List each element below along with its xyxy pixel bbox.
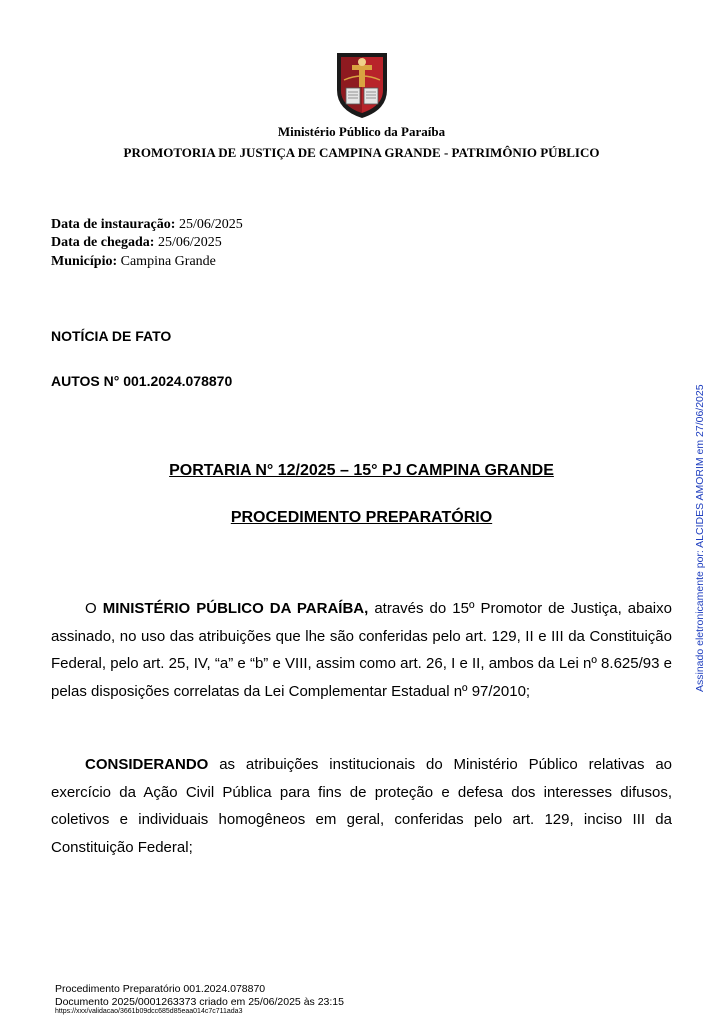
autos-heading: AUTOS N° 001.2024.078870: [51, 373, 233, 389]
paragraph-1: [51, 595, 672, 705]
p1-prefix: O: [85, 600, 103, 617]
p1-text: através do 15º Promotor de Justiça, abaixo assinado, no uso das atribuições que lhe são conferidas pelo art. 129, II e III da Constituição Federal, pelo art. 25, IV, “a” e “b” e VIII, assim como art. 26, I e II, ambos da Lei nº 8.625/93 e pelas disposições correlatas da Lei Complementar Estadual nº 97/2010;: [51, 600, 672, 700]
meta-instauracao-value: 25/06/2025: [178, 217, 243, 232]
notice-heading: NOTÍCIA DE FATO: [51, 328, 172, 344]
footer-procedure: Procedimento Preparatório 001.2024.078870: [55, 983, 266, 995]
electronic-signature-text: Assinado eletronicamente por: ALCIDES AMORIM em 27/06/2025: [694, 384, 706, 692]
portaria-title: PORTARIA N° 12/2025 – 15° PJ CAMPINA GRANDE: [169, 462, 554, 479]
meta-instauracao: [51, 216, 243, 234]
procedimento-title: PROCEDIMENTO PREPARATÓRIO: [230, 509, 493, 526]
footer-document: Documento 2025/0001263373 criado em 25/06/2025 às 23:15: [55, 996, 344, 1008]
meta-municipio-value: Campina Grande: [120, 254, 216, 269]
p1-bold: MINISTÉRIO PÚBLICO DA PARAÍBA,: [102, 600, 369, 617]
electronic-signature: [694, 376, 708, 700]
coat-of-arms-icon: [334, 50, 390, 120]
meta-chegada-label: Data de chegada:: [51, 235, 155, 250]
meta-chegada: [51, 234, 222, 252]
p2-bold: CONSIDERANDO: [85, 756, 209, 773]
meta-municipio-label: Município:: [51, 254, 118, 269]
paragraph-2: [51, 751, 672, 861]
meta-chegada-value: 25/06/2025: [157, 235, 222, 250]
p2-text: as atribuições institucionais do Ministério Público relativas ao exercício da Ação Civil Pública para fins de proteção e defesa dos interesses difusos, coletivos e individuais homogêneos em geral, conferidas pelo art. 129, inciso III da Constituição Federal;: [51, 756, 672, 856]
meta-instauracao-label: Data de instauração:: [51, 217, 176, 232]
meta-municipio: [51, 253, 216, 271]
org-unit: PROMOTORIA DE JUSTIÇA DE CAMPINA GRANDE - PATRIMÔNIO PÚBLICO: [123, 145, 600, 160]
org-name: Ministério Público da Paraíba: [277, 124, 446, 139]
footer-validation-link[interactable]: https://xxx/validacao/3661b09dcc685d85eaa014c7c711ada3: [55, 1008, 243, 1015]
